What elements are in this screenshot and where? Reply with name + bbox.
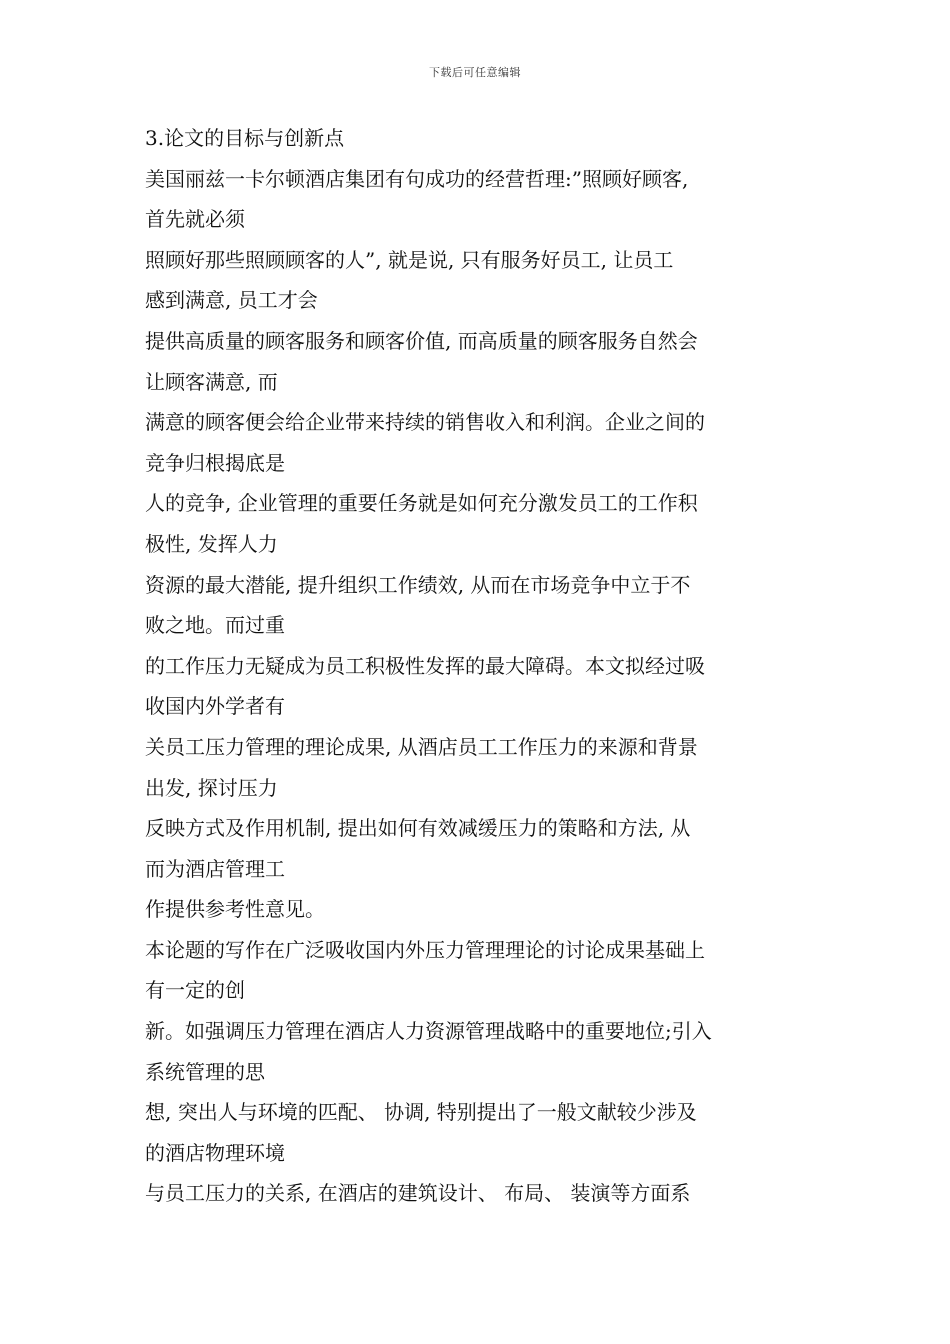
text-line: 与员工压力的关系, 在酒店的建筑设计、 布局、 装演等方面系	[145, 1181, 691, 1206]
text-line: 首先就必须	[145, 207, 245, 232]
text-line: 而为酒店管理工	[145, 856, 285, 881]
text-line: 的工作压力无疑成为员工积极性发挥的最大障碍。本文拟经过吸	[145, 653, 705, 678]
text-line: 资源的最大潜能, 提升组织工作绩效, 从而在市场竞争中立于不	[145, 572, 691, 597]
text-line: 本论题的写作在广泛吸收国内外压力管理理论的讨论成果基础上	[145, 937, 705, 962]
text-line: 让顾客满意, 而	[145, 369, 278, 394]
text-line: 收国内外学者有	[145, 694, 285, 719]
text-line: 新。如强调压力管理在酒店人力资源管理战略中的重要地位;引入	[145, 1019, 712, 1044]
text-line: 人的竞争, 企业管理的重要任务就是如何充分激发员工的工作积	[145, 491, 698, 516]
text-line: 系统管理的思	[145, 1059, 265, 1084]
text-line: 感到满意, 员工才会	[145, 288, 318, 313]
text-line: 的酒店物理环境	[145, 1140, 285, 1165]
text-line: 提供高质量的顾客服务和顾客价值, 而高质量的顾客服务自然会	[145, 328, 698, 353]
text-line: 关员工压力管理的理论成果, 从酒店员工工作压力的来源和背景	[145, 734, 698, 759]
document-body	[145, 118, 815, 1214]
text-line: 满意的顾客便会给企业带来持续的销售收入和利润。企业之间的	[145, 410, 705, 435]
text-line: 有一定的创	[145, 978, 245, 1003]
text-line: 出发, 探讨压力	[145, 775, 278, 800]
text-line: 败之地。而过重	[145, 613, 285, 638]
page-header: 下载后可任意编辑	[429, 66, 521, 79]
text-line: 想, 突出人与环境的匹配、 协调, 特别提出了一般文献较少涉及	[145, 1100, 697, 1125]
text-line: 反映方式及作用机制, 提出如何有效减缓压力的策略和方法, 从	[145, 816, 691, 841]
text-line: 美国丽兹一卡尔顿酒店集团有句成功的经营哲理:”照顾好顾客,	[145, 166, 689, 191]
section-heading: 3.论文的目标与创新点	[145, 126, 345, 150]
text-line: 竞争归根揭底是	[145, 450, 285, 475]
text-line: 照顾好那些照顾顾客的人”, 就是说, 只有服务好员工, 让员工	[145, 247, 674, 272]
text-line: 作提供参考性意见。	[145, 897, 325, 922]
text-line: 极性, 发挥人力	[145, 531, 278, 556]
